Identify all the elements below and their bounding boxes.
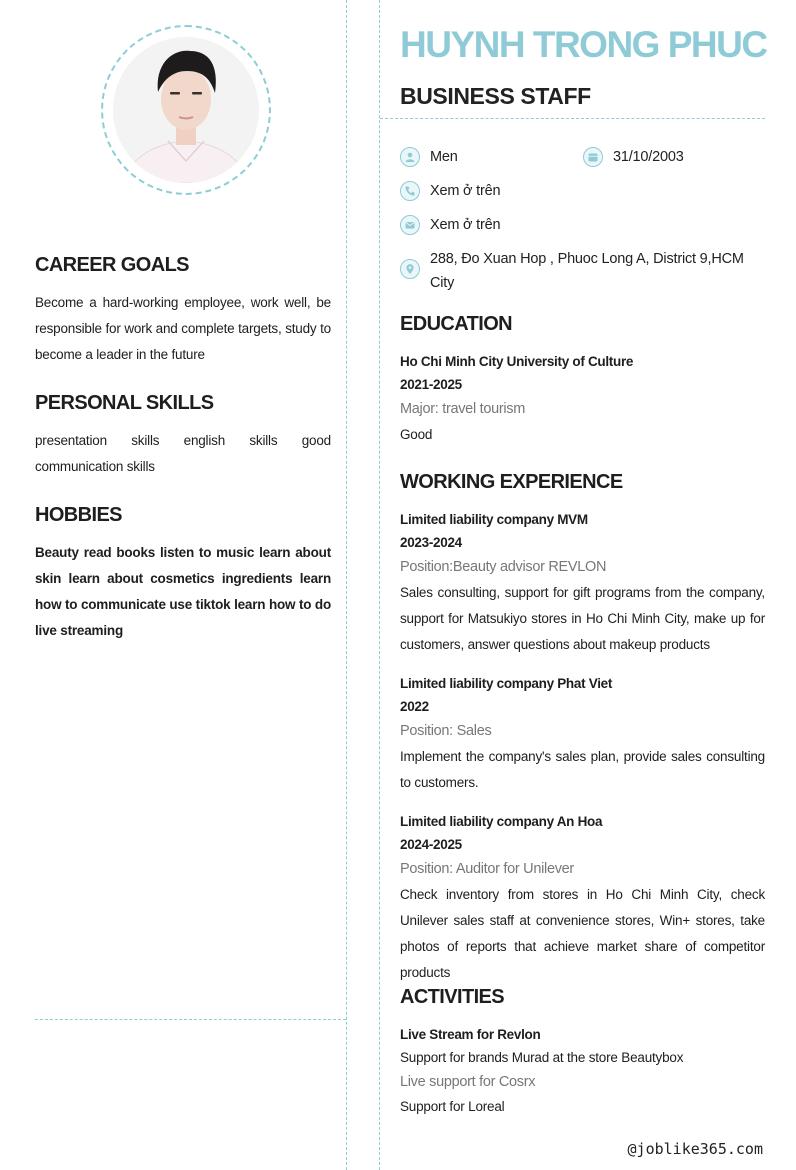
hobbies-text: Beauty read books listen to music learn about skin learn about cosmetics ingredients learn how to communicate use tiktok learn how to do live streaming bbox=[35, 545, 331, 638]
avatar bbox=[113, 37, 259, 183]
candidate-name: HUYNH TRONG PHUC bbox=[400, 24, 767, 65]
birthday-info bbox=[583, 145, 684, 169]
avatar-frame bbox=[101, 25, 271, 195]
activity-line: Support for brands Murad at the store Beautybox bbox=[400, 1050, 684, 1065]
phone-icon bbox=[400, 181, 420, 201]
job-period: 2024-2025 bbox=[400, 837, 462, 852]
activity-event: Live Stream for Revlon bbox=[400, 1027, 541, 1042]
personal-skills-text: presentation skills english skills good communication skills bbox=[35, 433, 331, 474]
job-item bbox=[400, 508, 765, 658]
location-icon bbox=[400, 259, 420, 279]
education-title: EDUCATION bbox=[400, 313, 513, 335]
education-grade: Good bbox=[400, 427, 433, 442]
gender-value: Men bbox=[430, 149, 458, 165]
calendar-icon bbox=[583, 147, 603, 167]
email-info bbox=[400, 213, 500, 237]
job-period: 2022 bbox=[400, 699, 429, 714]
job-position: Position:Beauty advisor REVLON bbox=[400, 559, 607, 575]
mail-icon bbox=[400, 215, 420, 235]
right-divider bbox=[379, 0, 380, 1170]
hobbies-section bbox=[35, 504, 331, 644]
experience-section bbox=[400, 471, 765, 986]
activities-title: ACTIVITIES bbox=[400, 986, 505, 1008]
education-period: 2021-2025 bbox=[400, 377, 462, 392]
left-bottom-divider bbox=[35, 1019, 346, 1020]
personal-skills-section bbox=[35, 392, 331, 480]
address-value: 288, Đo Xuan Hop , Phuoc Long A, District 9,HCM City bbox=[430, 251, 744, 291]
job-position: Position: Sales bbox=[400, 723, 492, 739]
gender-info bbox=[400, 145, 458, 169]
birthday-value: 31/10/2003 bbox=[613, 149, 684, 165]
experience-title: WORKING EXPERIENCE bbox=[400, 471, 623, 493]
activity-line: Support for Loreal bbox=[400, 1099, 505, 1114]
user-icon bbox=[400, 147, 420, 167]
email-value: Xem ở trên bbox=[430, 217, 501, 233]
header-divider bbox=[380, 118, 765, 119]
phone-value: Xem ở trên bbox=[430, 183, 501, 199]
candidate-role: BUSINESS STAFF bbox=[400, 83, 591, 109]
activities-section bbox=[400, 986, 765, 1120]
job-company: Limited liability company MVM bbox=[400, 512, 588, 527]
career-goals-title: CAREER GOALS bbox=[35, 254, 189, 276]
job-company: Limited liability company An Hoa bbox=[400, 814, 603, 829]
school-name: Ho Chi Minh City University of Culture bbox=[400, 354, 634, 369]
education-major: Major: travel tourism bbox=[400, 401, 526, 417]
phone-info bbox=[400, 179, 500, 203]
career-goals-text: Become a hard-working employee, work well, be responsible for work and complete targets, study to become a leader in the future bbox=[35, 295, 331, 362]
activity-line: Live support for Cosrx bbox=[400, 1074, 536, 1090]
job-company: Limited liability company Phat Viet bbox=[400, 676, 613, 691]
education-section bbox=[400, 313, 765, 448]
job-description: Check inventory from stores in Ho Chi Minh City, check Unilever sales staff at convenience stores, Win+ stores, take photos of reports that achieve market share of competitor products bbox=[400, 887, 765, 980]
job-item bbox=[400, 672, 765, 796]
job-description: Implement the company's sales plan, provide sales consulting to customers. bbox=[400, 749, 765, 790]
job-description: Sales consulting, support for gift programs from the company, support for Matsukiyo stores in Ho Chi Minh City, make up for customers, answer questions about makeup products bbox=[400, 585, 765, 652]
career-goals-section bbox=[35, 254, 331, 368]
personal-skills-title: PERSONAL SKILLS bbox=[35, 392, 214, 414]
address-info bbox=[400, 247, 765, 295]
watermark: @joblike365.com bbox=[627, 1140, 763, 1158]
hobbies-title: HOBBIES bbox=[35, 504, 122, 526]
job-item bbox=[400, 810, 765, 986]
left-divider bbox=[346, 0, 347, 1170]
job-position: Position: Auditor for Unilever bbox=[400, 861, 574, 877]
job-period: 2023-2024 bbox=[400, 535, 462, 550]
